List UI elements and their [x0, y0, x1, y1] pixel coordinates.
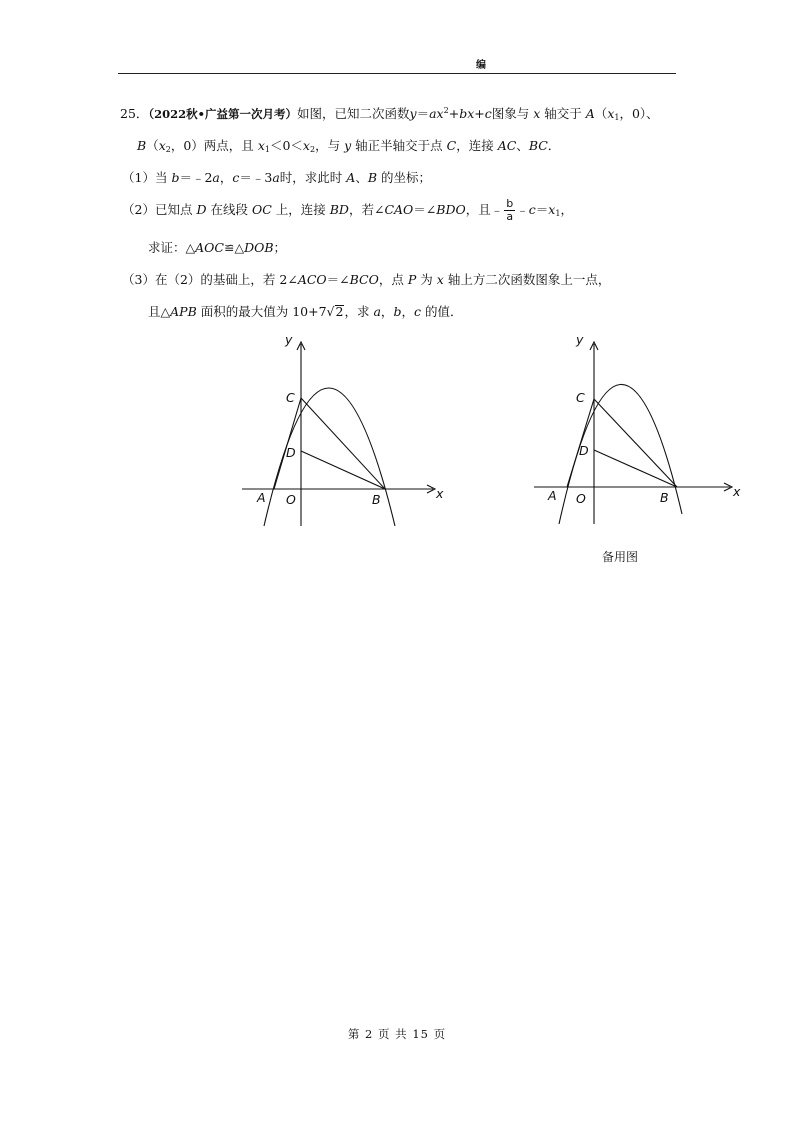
math: BD: [329, 202, 349, 217]
segment-BC: [301, 398, 385, 489]
text: 时，求此时: [279, 170, 343, 185]
label-A-text: A: [548, 488, 557, 503]
text: ，: [560, 202, 573, 217]
math: x: [257, 138, 265, 153]
math: x: [533, 106, 541, 121]
math: a: [212, 170, 220, 185]
label-C-text: C: [286, 390, 295, 405]
math: 1: [555, 209, 561, 218]
label-y-text: y: [285, 332, 293, 347]
math: BCO: [349, 272, 379, 287]
math: b: [393, 304, 402, 319]
figure-backup-svg: [522, 330, 752, 540]
math: ax: [429, 106, 444, 121]
math: 2: [443, 106, 449, 115]
label-B-text: B: [660, 490, 669, 505]
math: a: [373, 304, 381, 319]
part-3: [122, 270, 610, 288]
label-D-text: D: [286, 445, 296, 460]
part-1: [122, 168, 431, 186]
math: y: [344, 138, 352, 153]
math: BDO: [436, 202, 466, 217]
prove-line: [148, 238, 286, 256]
part-3-cont: [148, 302, 462, 320]
label-O-text: O: [576, 491, 586, 506]
math: ＝∠: [326, 272, 350, 287]
label-x: [436, 486, 443, 501]
label-O: [576, 491, 586, 506]
figure-main: [230, 330, 460, 540]
text: （3）在（2）的基础上，若 2∠: [122, 272, 298, 287]
text: 的坐标；: [381, 170, 432, 185]
label-y-text: y: [576, 332, 584, 347]
text: 为: [420, 272, 433, 287]
math: ＝﹣2: [179, 170, 213, 185]
text: ，: [380, 304, 394, 319]
text: ，: [219, 170, 233, 185]
math: D: [196, 202, 207, 217]
label-B-text: B: [372, 492, 381, 507]
label-O-text: O: [286, 492, 296, 507]
text: 面积的最大值为 10+7: [200, 304, 327, 319]
math: A: [346, 170, 356, 185]
figure-main-svg: [230, 330, 460, 540]
math: APB: [170, 304, 197, 319]
text: 上，连接: [275, 202, 326, 217]
math: P: [407, 272, 417, 287]
math: A: [585, 106, 595, 121]
label-y: [576, 332, 583, 347]
label-x-text: x: [733, 484, 741, 499]
label-D: [579, 443, 589, 458]
backup-caption: 备用图: [602, 550, 639, 564]
label-D: [286, 445, 296, 460]
text: 、: [355, 170, 368, 185]
figure-backup: [522, 330, 752, 564]
text: 如图，已知二次函数: [297, 106, 410, 121]
math: 1: [614, 113, 620, 122]
math: ＝: [416, 106, 430, 121]
math: c: [232, 170, 240, 185]
math: ﹣: [516, 202, 529, 217]
text: （: [146, 138, 159, 153]
text: 轴上方二次函数图象上一点，: [447, 272, 611, 287]
math: OC: [251, 202, 272, 217]
label-A-text: A: [257, 490, 266, 505]
problem-source: （2022秋•广益第一次月考）: [148, 107, 298, 121]
segment-AC: [274, 398, 301, 489]
label-O: [286, 492, 296, 507]
text: ，0）、: [619, 106, 659, 121]
math: AC: [497, 138, 517, 153]
label-x: [733, 484, 740, 499]
math: ＝: [535, 202, 549, 217]
text: ，0）两点，且: [170, 138, 254, 153]
label-C: [576, 390, 585, 405]
math: x: [607, 106, 615, 121]
math: a: [272, 170, 280, 185]
math: B: [137, 138, 147, 153]
math: x: [302, 138, 310, 153]
label-C-text: C: [576, 390, 585, 405]
text: 、: [516, 138, 529, 153]
math: ≌△: [223, 240, 245, 255]
text: 的值．: [424, 304, 463, 319]
segment-BD: [301, 451, 385, 489]
text: （1）当: [122, 170, 168, 185]
label-C: [286, 390, 295, 405]
label-x-text: x: [436, 486, 444, 501]
text: ，点: [378, 272, 404, 287]
math: c: [528, 202, 536, 217]
math: x: [436, 272, 444, 287]
fraction-numerator: b: [506, 197, 514, 210]
part-2: [122, 198, 573, 223]
math: x: [548, 202, 556, 217]
math: y: [409, 106, 417, 121]
text: ，若∠: [348, 202, 385, 217]
math: BC: [528, 138, 548, 153]
math: +bx+c: [448, 106, 492, 121]
label-A: [548, 488, 557, 503]
math: b: [171, 170, 180, 185]
math: ACO: [297, 272, 327, 287]
header-mark: 编: [476, 60, 486, 71]
text: 求证：△: [148, 240, 196, 255]
header-rule: [118, 73, 676, 74]
text: （2）已知点: [122, 202, 193, 217]
text: ，连接: [456, 138, 494, 153]
label-B: [372, 492, 381, 507]
segment-BD: [594, 450, 677, 487]
text: ．: [547, 138, 561, 153]
fraction-denominator: a: [506, 210, 514, 223]
math: AOC: [195, 240, 224, 255]
fraction-b-over-a: [504, 198, 515, 223]
problem-line-2: [137, 136, 560, 154]
text: ；: [273, 240, 287, 255]
math: B: [367, 170, 378, 185]
page-footer: 第 2 页 共 15 页: [347, 1027, 447, 1041]
math: 1: [264, 145, 270, 154]
math: 2: [165, 145, 171, 154]
label-B: [660, 490, 669, 505]
problem-line-1: [120, 104, 659, 122]
text: ，且﹣: [465, 202, 504, 217]
label-D-text: D: [579, 443, 589, 458]
label-y: [285, 332, 292, 347]
label-A: [257, 490, 266, 505]
text: （: [594, 106, 608, 121]
math: 2: [309, 145, 316, 154]
text: ，求: [344, 304, 370, 319]
text: 图象与: [491, 106, 530, 121]
text: ，: [401, 304, 414, 319]
math: CAO: [384, 202, 414, 217]
text: 在线段: [210, 202, 248, 217]
math: ＝∠: [413, 202, 437, 217]
problem-number: 25．: [120, 106, 149, 121]
math: x: [158, 138, 166, 153]
segment-BC: [594, 399, 677, 487]
math: DOB: [244, 240, 274, 255]
math: C: [446, 138, 457, 153]
text: 且△: [148, 304, 171, 319]
text: ，与: [315, 138, 341, 153]
math: ＝﹣3: [239, 170, 273, 185]
text: 轴正半轴交于点: [355, 138, 443, 153]
math: ＜0＜: [269, 138, 303, 153]
sqrt-symbol: √: [326, 304, 335, 319]
math: c: [413, 304, 421, 319]
sqrt-radicand: 2: [335, 304, 344, 319]
text: 轴交于: [544, 106, 582, 121]
